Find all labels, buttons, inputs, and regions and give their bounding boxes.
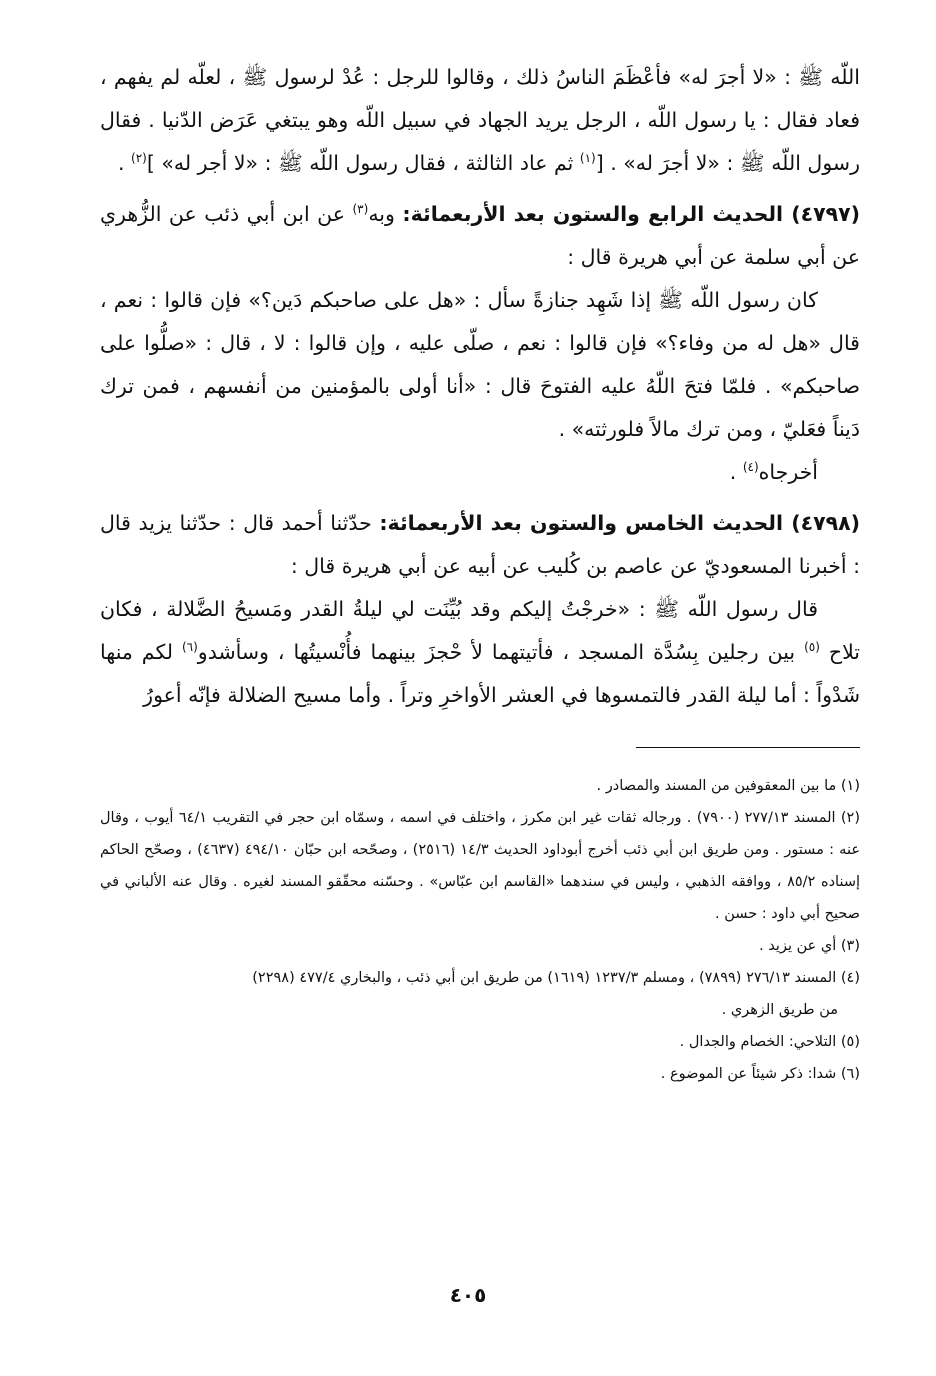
footnote-4: (٤) المسند ٢٧٦/١٣ (٧٨٩٩) ، ومسلم ١٢٣٧/٣ (١٦١٩) من طريق ابن أبي ذئب ، والبخاري ٤٧٧/٤ (٢٢٩٨) (252, 970, 860, 986)
hadith-4798-text (100, 588, 860, 717)
paragraph-continuation (100, 56, 860, 185)
hadith-number: (٤٧٩٨) (791, 511, 860, 535)
hadith-title: الحديث الخامس والستون بعد الأربعمائة: (379, 511, 792, 535)
main-text (100, 56, 860, 717)
page-number: ٤٠٥ (449, 1283, 487, 1307)
footnote-3: (٣) أي عن يزيد . (759, 938, 860, 954)
footnote-2: (٢) المسند ٢٧٧/١٣ (٧٩٠٠) . ورجاله ثقات غير ابن مكرز ، واختلف في اسمه ، وسمّاه ابن حجر في التقريب ٦٤/١ أيوب ، وقال عنه : مستور . ومن طريق ابن أبي ذئب أخرج أبوداود الحديث ١٤/٣ (٢٥١٦) ، وصحّحه ابن حبّان ٤٩٤/١٠ (٤٦٣٧) ، وصحّح الحاكم إسناده ٨٥/٢ ، ووافقه الذهبي ، وليس في سندهما «القاسم ابن عبّاس» . وحسّنه محقّقو المسند لغيره . وقال عنه الألباني في صحيح أبي داود : حسن . (100, 810, 860, 922)
hadith-title: الحديث الرابع والستون بعد الأربعمائة: (402, 202, 792, 226)
footnote-divider (636, 747, 860, 748)
text-run: قال رسول اللّه ﷺ : «خرجْتُ إليكم وقد بُيِّنَت لي ليلةُ القدر ومَسيحُ الضَّلالة ، فكان تلاح (100, 597, 861, 664)
footnote-ref[interactable]: (٢) (131, 151, 147, 166)
text-run: . (117, 151, 131, 175)
footnote-1: (١) ما بين المعقوفين من المسند والمصادر . (596, 778, 860, 794)
hadith-4797-heading (100, 193, 860, 279)
takhrij-line (100, 451, 860, 494)
footnote-ref[interactable]: (١) (579, 151, 596, 166)
footnote-ref[interactable]: (٦) (181, 640, 198, 655)
text-run: أخرجاه (758, 460, 818, 484)
text-run: اللّه ﷺ : «لا أجرَ له» فأعْظَمَ الناسُ ذلك ، وقالوا للرجل : عُدْ لرسول ﷺ ، لعلّه لم يفهم ، فعاد فقال : يا رسول اللّه ، الرجل يريد الجهاد في سبيل اللّه وهو يبتغي عَرَض الدّنيا . فقال رسول اللّه ﷺ : «لا أجرَ له» . [ (100, 65, 860, 175)
isnad-text: حدّثنا أحمد قال : حدّثنا يزيد قال : أخبرنا المسعوديّ عن عاصم بن كُليب عن أبيه عن أبي هريرة قال : (100, 511, 860, 578)
hadith-4798-heading (100, 502, 860, 588)
footnote-ref[interactable]: (٣) (352, 202, 369, 217)
footnotes (100, 770, 860, 1090)
hadith-number: (٤٧٩٧) (791, 202, 860, 226)
text-run: ثم عاد الثالثة ، فقال رسول اللّه ﷺ : «لا أجر له» ] (146, 151, 580, 175)
text-run: بين رجلين بِسُدَّة المسجد ، فأتيتهما لأ حْجزَ بينهما فأُنْسيتُها ، وسأشدو (197, 640, 805, 664)
footnote-ref[interactable]: (٤) (742, 460, 759, 475)
isnad-text: عن ابن أبي ذئب عن الزُّهري عن أبي سلمة عن أبي هريرة قال : (100, 202, 860, 269)
footnote-6: (٦) شدا: ذكر شيئاً عن الموضوع . (660, 1066, 860, 1082)
text-run: . (729, 460, 743, 484)
footnote-5: (٥) التلاحي: الخصام والجدال . (679, 1034, 860, 1050)
hadith-4797-text: كان رسول اللّه ﷺ إذا شَهِد جنازةً سأل : «هل على صاحبكم دَين؟» فإن قالوا : نعم ، قال «هل له من وفاء؟» فإن قالوا : نعم ، صلّى عليه ، وإن قالوا : لا ، قال : «صلُّوا على صاحبكم» . فلمّا فتحَ اللّهُ عليه الفتوحَ قال : «أنا أولى بالمؤمنين من أنفسهم ، فمن ترك دَيناً فعَليّ ، ومن ترك مالاً فلورثته» . (100, 288, 860, 441)
text-run: وبه (368, 202, 403, 226)
footnote-ref[interactable]: (٥) (804, 640, 820, 655)
text-run: لكم منها شَدْواً : أما ليلة القدر فالتمسوها في العشر الأواخرِ وتراً . وأما مسيح الضلالة فإنّه أعورُ (100, 640, 860, 707)
footnote-4-continuation: من طريق الزهري . (721, 1002, 838, 1018)
